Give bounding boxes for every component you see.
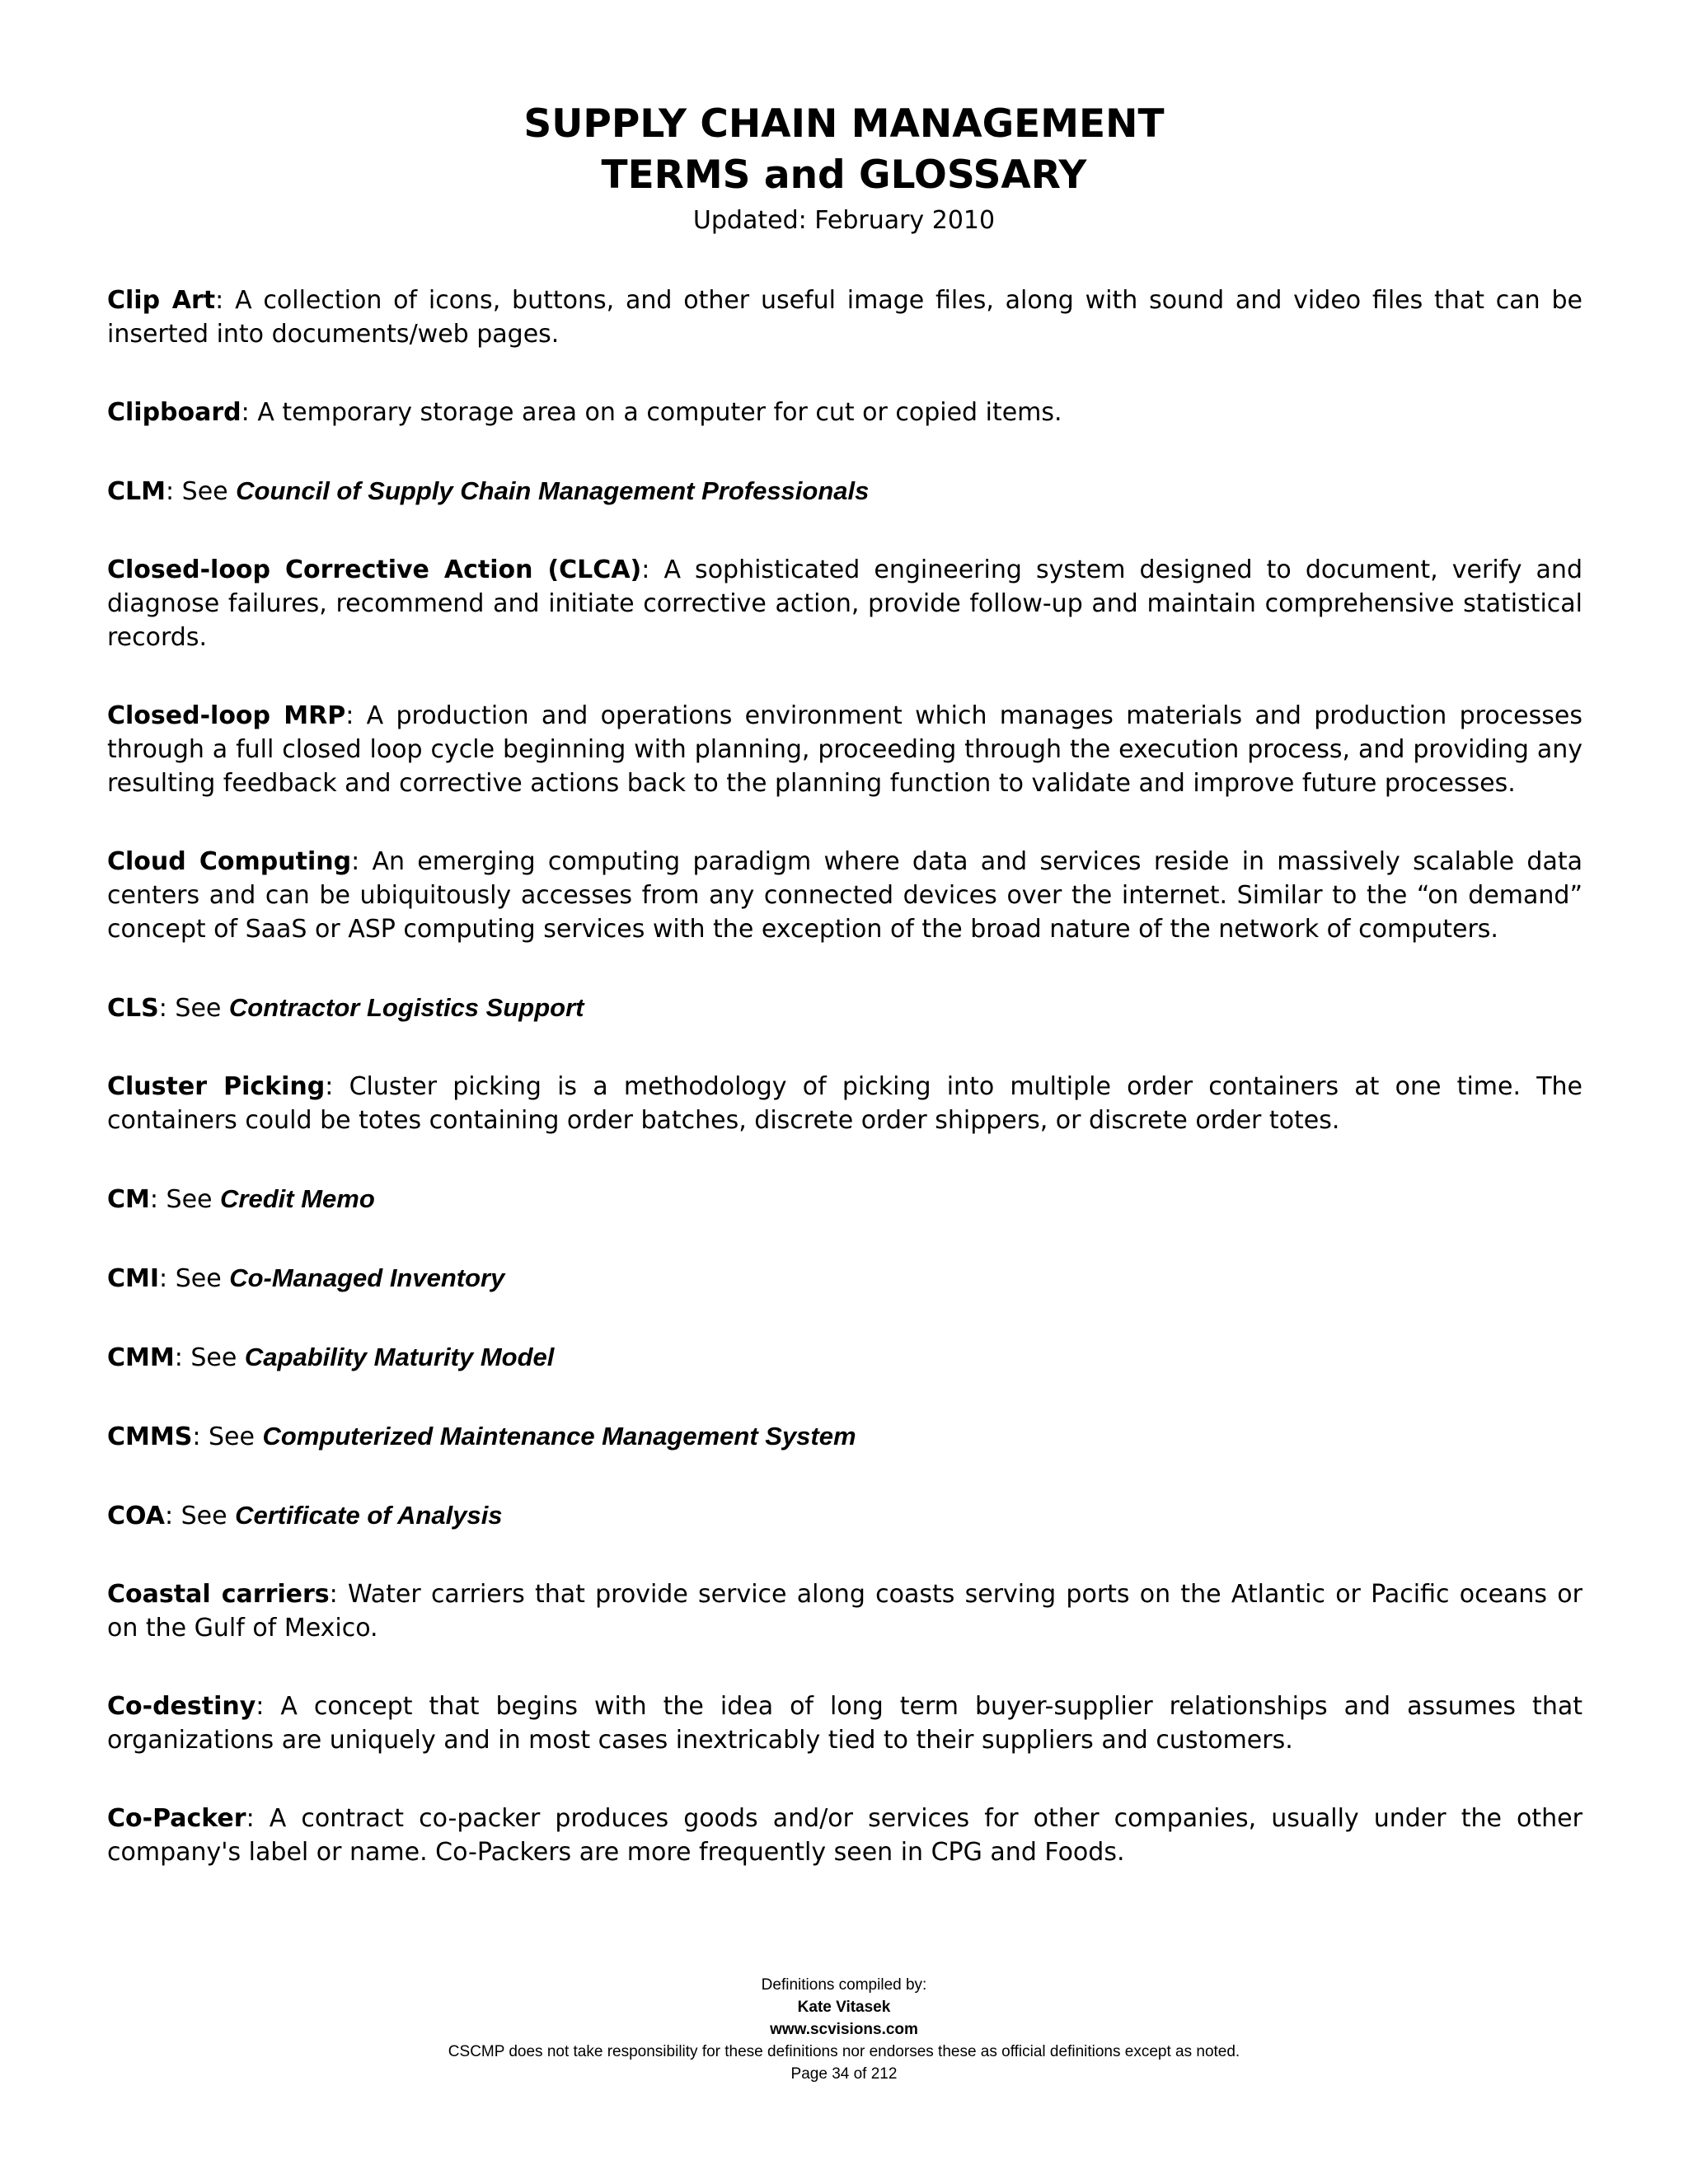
glossary-term: Co-destiny [107, 1692, 256, 1721]
glossary-definition: A collection of icons, buttons, and other useful image files, along with sound and video files that can be inserted into documents/web pages. [107, 286, 1582, 349]
term-separator: : [325, 1072, 349, 1101]
glossary-term: Clip Art [107, 286, 216, 315]
glossary-definition: See [181, 477, 237, 506]
glossary-entry [107, 991, 1582, 1025]
page-number: Page 34 of 212 [790, 2065, 898, 2083]
term-separator: : [159, 1264, 176, 1293]
glossary-entry [107, 474, 1582, 509]
glossary-definition: An emerging computing paradigm where data and services reside in massively scalable data centers and can be ubiquitously accesses from any connected devices over the internet. Similar to the “on demand” concept of SaaS or ASP computing services with the exception of the broad nature of the network of computers. [107, 847, 1582, 944]
glossary-definition: See [166, 1185, 221, 1214]
term-separator: : [246, 1804, 270, 1833]
term-separator: : [215, 286, 236, 315]
glossary-entry [107, 284, 1582, 351]
glossary-entry [107, 1340, 1582, 1375]
glossary-entry [107, 1498, 1582, 1533]
glossary-entry [107, 1577, 1582, 1645]
footer-compiled-by: Definitions compiled by: [761, 1976, 927, 1994]
glossary-term: CLM [107, 477, 166, 506]
glossary-term: CLS [107, 994, 159, 1023]
glossary-term: Cloud Computing [107, 847, 352, 876]
cross-reference: Council of Supply Chain Management Professionals [236, 476, 870, 505]
cross-reference: Credit Memo [220, 1184, 375, 1213]
glossary-entry [107, 1802, 1582, 1869]
glossary-entry [107, 1182, 1582, 1216]
glossary-term: Coastal carriers [107, 1580, 330, 1609]
glossary-entry [107, 1419, 1582, 1454]
glossary-definition: Cluster picking is a methodology of picking into multiple order containers at one time. The containers could be totes containing order batches, discrete order shippers, or discrete order totes. [107, 1072, 1582, 1135]
footer-author: Kate Vitasek [797, 1999, 891, 2016]
glossary-definition: A sophisticated engineering system designed to document, verify and diagnose failures, recommend and initiate corrective action, provide follow-up and maintain comprehensive statistical records. [107, 555, 1582, 652]
term-separator: : [166, 477, 182, 506]
document-header [0, 99, 1688, 239]
cross-reference: Certificate of Analysis [235, 1501, 503, 1530]
glossary-term: Clipboard [107, 398, 241, 427]
glossary-definition: A production and operations environment which manages materials and production processes through a full closed loop cycle beginning with planning, proceeding through the execution process, and providing any resulting feedback and corrective actions back to the planning function to validate and improve future processes. [107, 701, 1582, 798]
term-separator: : [174, 1343, 191, 1372]
glossary-entry [107, 396, 1582, 429]
glossary-term: Closed-loop MRP [107, 701, 346, 730]
glossary-entry [107, 1261, 1582, 1296]
glossary-term: COA [107, 1502, 165, 1530]
glossary-entry [107, 1070, 1582, 1137]
term-separator: : [345, 701, 367, 730]
footer-website: www.scvisions.com [770, 2021, 918, 2038]
cross-reference: Computerized Maintenance Management System [262, 1422, 856, 1451]
glossary-definition: A concept that begins with the idea of long term buyer-supplier relationships and assumes that organizations are uniquely and in most cases inextricably tied to their suppliers and customers. [107, 1692, 1582, 1755]
glossary-definition: See [190, 1343, 245, 1372]
glossary-term: CMMS [107, 1422, 193, 1451]
glossary-term: CMM [107, 1343, 175, 1372]
glossary-definition: See [175, 1264, 230, 1293]
cross-reference: Co-Managed Inventory [229, 1263, 505, 1292]
glossary-definition: See [175, 994, 229, 1023]
glossary-definition: A temporary storage area on a computer for cut or copied items. [257, 398, 1062, 427]
term-separator: : [149, 1185, 166, 1214]
document-title-line-2: TERMS and GLOSSARY [601, 152, 1087, 198]
footer-disclaimer: CSCMP does not take responsibility for these definitions nor endorses these as official definitions except as noted. [448, 2043, 1240, 2060]
glossary-definition: See [181, 1502, 236, 1530]
term-separator: : [641, 555, 664, 584]
term-separator: : [192, 1422, 209, 1451]
glossary-entry [107, 553, 1582, 654]
updated-date: Updated: February 2010 [692, 206, 996, 235]
glossary-definition: See [209, 1422, 263, 1451]
cross-reference: Capability Maturity Model [244, 1343, 555, 1371]
glossary-term: Co-Packer [107, 1804, 246, 1833]
glossary-term: Closed-loop Corrective Action (CLCA) [107, 555, 642, 584]
glossary-term: CMI [107, 1264, 160, 1293]
glossary-entry [107, 845, 1582, 946]
page-footer [0, 1974, 1688, 2085]
glossary-entry [107, 1690, 1582, 1757]
glossary-entries [107, 284, 1582, 1914]
term-separator: : [241, 398, 258, 427]
glossary-entry [107, 699, 1582, 800]
document-title-line-1: SUPPLY CHAIN MANAGEMENT [523, 101, 1165, 147]
term-separator: : [164, 1502, 181, 1530]
term-separator: : [329, 1580, 349, 1609]
glossary-term: Cluster Picking [107, 1072, 326, 1101]
term-separator: : [158, 994, 176, 1023]
cross-reference: Contractor Logistics Support [228, 993, 584, 1022]
term-separator: : [256, 1692, 281, 1721]
glossary-term: CM [107, 1185, 150, 1214]
glossary-definition: A contract co-packer produces goods and/or services for other companies, usually under the other company's label or name. Co-Packers are more frequently seen in CPG and Foods. [107, 1804, 1582, 1867]
term-separator: : [351, 847, 373, 876]
glossary-definition: Water carriers that provide service along coasts serving ports on the Atlantic or Pacific oceans or on the Gulf of Mexico. [107, 1580, 1582, 1643]
